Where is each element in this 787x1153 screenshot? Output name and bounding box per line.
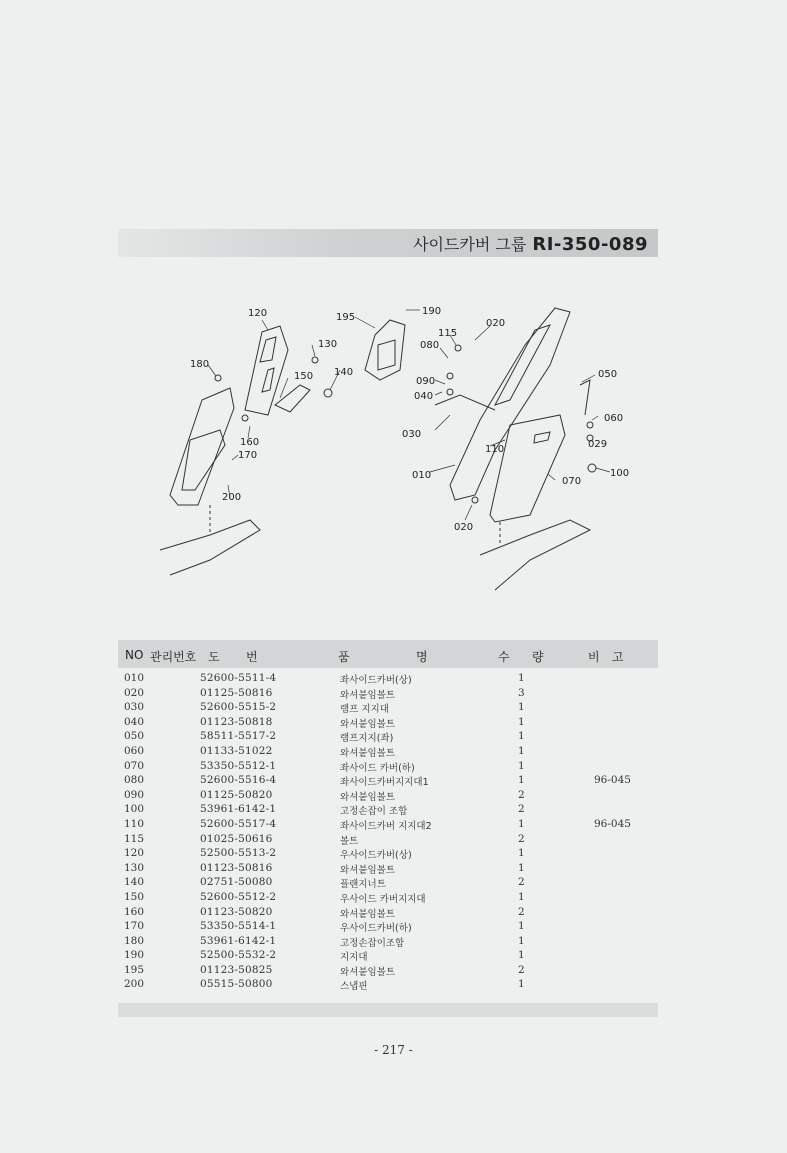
row-part-name: 와셔붙임볼트 — [340, 747, 396, 759]
callout-label: 200 — [222, 492, 242, 503]
row-no: 110 — [124, 817, 145, 830]
row-part-name: 좌사이드카버(상) — [340, 675, 412, 686]
row-part-name: 와셔붙임볼트 — [340, 966, 396, 978]
row-no: 010 — [124, 672, 145, 684]
row-part-name: 램프지지(좌) — [340, 733, 394, 745]
table-row — [118, 847, 658, 862]
row-quantity: 2 — [518, 905, 525, 918]
callout-label: 010 — [412, 470, 432, 481]
callout-label: 110 — [485, 444, 505, 455]
parts-table-header — [118, 640, 658, 668]
row-part-name: 좌사이드카버 지지대2 — [340, 820, 432, 832]
row-no: 160 — [124, 905, 145, 918]
row-no: 200 — [124, 978, 145, 991]
header-drawing-number-2: 번 — [246, 650, 258, 664]
page-number: - 217 - — [374, 1043, 413, 1057]
row-no: 080 — [124, 774, 145, 787]
section-title-bar — [118, 229, 658, 257]
table-row — [118, 833, 658, 848]
row-quantity: 1 — [518, 890, 525, 903]
row-part-number: 01123-50818 — [200, 715, 273, 728]
row-part-number: 01133-51022 — [200, 744, 273, 757]
row-quantity: 1 — [518, 774, 525, 787]
exploded-parts-diagram — [150, 290, 650, 610]
row-no: 120 — [124, 847, 145, 860]
row-part-number: 53961-6142-1 — [200, 803, 277, 816]
row-quantity: 1 — [518, 701, 525, 714]
header-no: NO — [125, 648, 144, 662]
section-title — [413, 232, 648, 255]
row-part-number: 53350-5514-1 — [200, 920, 277, 933]
row-part-name: 볼트 — [340, 835, 359, 847]
row-part-number: 01123-50816 — [200, 861, 273, 874]
row-part-name: 우사이드 카버지지대 — [340, 893, 426, 905]
row-no: 115 — [124, 832, 145, 845]
row-part-number: 01125-50816 — [200, 686, 273, 699]
section-code: RI-350-089 — [532, 234, 648, 255]
callout-label: 060 — [604, 413, 624, 424]
callout-label: 130 — [318, 339, 338, 350]
row-quantity: 2 — [518, 788, 525, 801]
table-row — [118, 876, 658, 891]
callout-label: 120 — [248, 308, 268, 319]
table-row — [118, 949, 658, 964]
row-part-number: 52600-5515-2 — [200, 701, 277, 714]
row-part-name: 고정손잡이조합 — [340, 937, 405, 949]
row-quantity: 1 — [518, 817, 525, 830]
row-no: 060 — [124, 744, 145, 757]
row-quantity: 1 — [518, 672, 525, 684]
row-quantity: 2 — [518, 803, 525, 816]
row-no: 030 — [124, 701, 145, 714]
callout-label: 180 — [190, 359, 210, 370]
table-row — [118, 701, 658, 716]
row-part-number: 52600-5516-4 — [200, 774, 277, 787]
row-part-name: 와셔붙임볼트 — [340, 718, 396, 730]
row-quantity: 1 — [518, 978, 525, 991]
callout-label: 040 — [414, 391, 434, 402]
table-row — [118, 964, 658, 979]
row-part-number: 05515-50800 — [200, 978, 273, 991]
table-row — [118, 935, 658, 950]
callout-label: 115 — [438, 328, 458, 339]
row-no: 070 — [124, 759, 145, 772]
callout-label: 195 — [336, 312, 356, 323]
table-row — [118, 920, 658, 935]
row-part-number: 01123-50820 — [200, 905, 273, 918]
row-quantity: 1 — [518, 730, 525, 743]
row-remarks: 96-045 — [594, 774, 631, 787]
row-no: 190 — [124, 949, 145, 962]
callout-label: 070 — [562, 476, 582, 487]
row-part-name: 좌사이드 카버(하) — [340, 762, 415, 774]
callout-label: 050 — [598, 369, 618, 380]
row-part-name: 플랜지너트 — [340, 879, 386, 891]
callout-label: 190 — [422, 306, 442, 317]
row-part-name: 우사이드카버(하) — [340, 923, 412, 935]
table-footer-bar — [118, 1003, 658, 1017]
row-part-name: 와셔붙임볼트 — [340, 689, 396, 701]
row-part-number: 58511-5517-2 — [200, 730, 277, 743]
row-part-number: 01125-50820 — [200, 788, 273, 801]
row-part-number: 52600-5511-4 — [200, 672, 277, 684]
row-part-number: 01025-50616 — [200, 832, 273, 845]
row-part-name: 스냅핀 — [340, 981, 368, 993]
row-quantity: 1 — [518, 715, 525, 728]
callout-label: 090 — [416, 376, 436, 387]
row-quantity: 1 — [518, 934, 525, 947]
row-no: 130 — [124, 861, 145, 874]
table-row — [118, 760, 658, 775]
row-part-number: 53961-6142-1 — [200, 934, 277, 947]
table-row — [118, 716, 658, 731]
header-quantity-1: 수 — [498, 650, 510, 664]
row-part-name: 와셔붙임볼트 — [340, 791, 396, 803]
table-row — [118, 862, 658, 877]
callout-label: 020 — [486, 318, 506, 329]
section-title-korean: 사이드카버 그룹 — [413, 235, 527, 254]
header-management-number: 관리번호 — [150, 650, 197, 664]
table-row — [118, 891, 658, 906]
row-part-number: 52500-5532-2 — [200, 949, 277, 962]
row-quantity: 3 — [518, 686, 525, 699]
callout-label: 170 — [238, 450, 258, 461]
row-part-name: 좌사이드카버지지대1 — [340, 777, 429, 789]
row-no: 140 — [124, 876, 145, 889]
callout-label: 029 — [588, 439, 608, 450]
row-quantity: 1 — [518, 847, 525, 860]
row-part-number: 53350-5512-1 — [200, 759, 277, 772]
row-no: 050 — [124, 730, 145, 743]
row-part-name: 지지대 — [340, 952, 368, 964]
callout-label: 140 — [334, 367, 354, 378]
row-quantity: 2 — [518, 876, 525, 889]
row-quantity: 1 — [518, 949, 525, 962]
row-part-number: 02751-50080 — [200, 876, 273, 889]
row-part-name: 와셔붙임볼트 — [340, 908, 396, 920]
callout-label: 020 — [454, 522, 474, 533]
row-remarks: 96-045 — [594, 817, 631, 830]
callout-label: 150 — [294, 371, 314, 382]
table-row — [118, 730, 658, 745]
header-drawing-number-1: 도 — [208, 650, 220, 664]
row-no: 090 — [124, 788, 145, 801]
row-part-number: 52500-5513-2 — [200, 847, 277, 860]
table-row — [118, 745, 658, 760]
row-part-name: 고정손잡이 조합 — [340, 806, 408, 818]
diagram-callouts — [190, 306, 629, 533]
callout-label: 080 — [420, 340, 440, 351]
row-no: 180 — [124, 934, 145, 947]
table-row — [118, 978, 658, 993]
callout-label: 160 — [240, 437, 260, 448]
header-remarks-2: 고 — [612, 650, 624, 664]
table-row — [118, 803, 658, 818]
row-no: 195 — [124, 963, 145, 976]
header-remarks-1: 비 — [588, 650, 600, 664]
row-quantity: 2 — [518, 963, 525, 976]
row-part-number: 52600-5517-4 — [200, 817, 277, 830]
callout-label: 100 — [610, 468, 630, 479]
row-no: 040 — [124, 715, 145, 728]
row-quantity: 1 — [518, 920, 525, 933]
row-no: 170 — [124, 920, 145, 933]
row-quantity: 2 — [518, 832, 525, 845]
table-row — [118, 672, 658, 687]
table-row — [118, 687, 658, 702]
table-row — [118, 906, 658, 921]
row-part-name: 우사이드카버(상) — [340, 850, 412, 862]
row-no: 150 — [124, 890, 145, 903]
row-quantity: 1 — [518, 744, 525, 757]
table-row — [118, 774, 658, 789]
table-row — [118, 789, 658, 804]
row-quantity: 1 — [518, 759, 525, 772]
row-part-number: 52600-5512-2 — [200, 890, 277, 903]
row-part-name: 와셔붙임볼트 — [340, 864, 396, 876]
table-row — [118, 818, 658, 833]
row-no: 020 — [124, 686, 145, 699]
callout-label: 030 — [402, 429, 422, 440]
row-part-number: 01123-50825 — [200, 963, 273, 976]
parts-table-body — [118, 672, 658, 993]
header-part-name-1: 품 — [338, 650, 350, 664]
header-quantity-2: 량 — [532, 650, 544, 664]
header-part-name-2: 명 — [416, 650, 428, 664]
row-part-name: 램프 지지대 — [340, 704, 389, 716]
row-no: 100 — [124, 803, 145, 816]
row-quantity: 1 — [518, 861, 525, 874]
